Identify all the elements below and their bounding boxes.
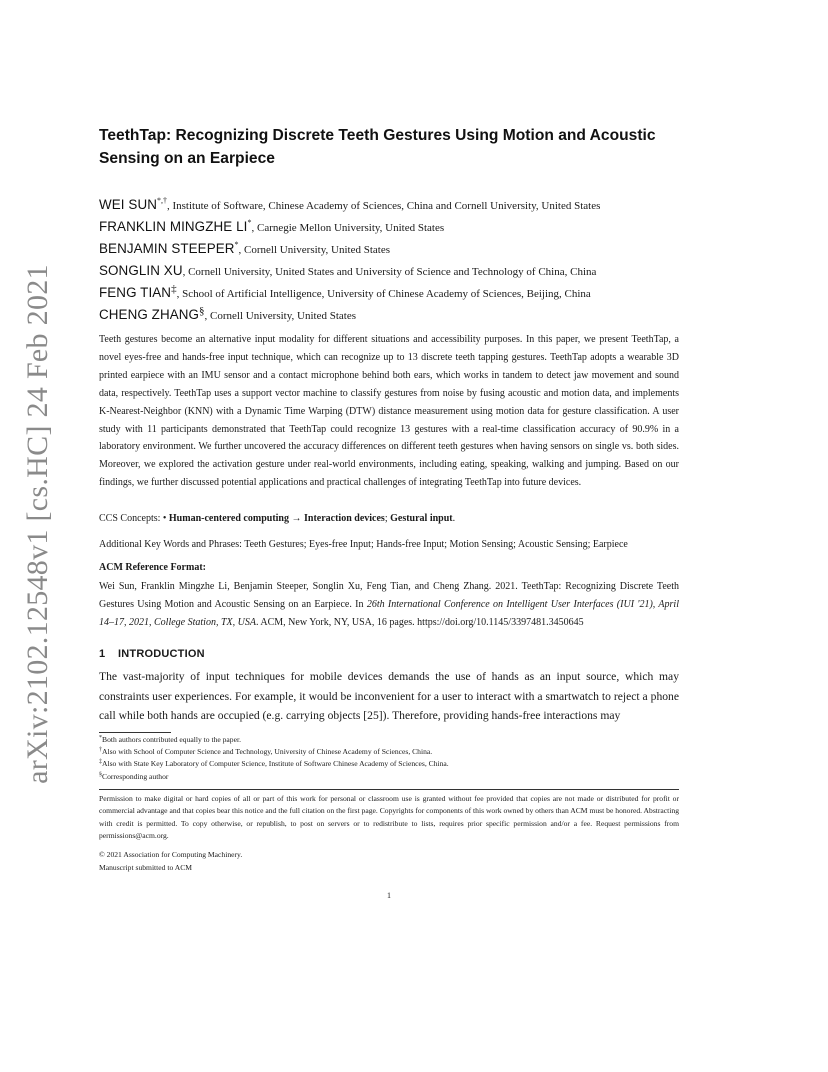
ccs-arrow: → (291, 513, 302, 524)
author-affiliation: , Institute of Software, Chinese Academy of Sciences, China and Cornell University, United States (166, 200, 601, 212)
ccs-concepts (99, 512, 679, 526)
footnote-mark: * (99, 735, 102, 741)
author-affiliation: , Cornell University, United States (238, 244, 390, 256)
footnote-rule (99, 732, 171, 733)
footnote-mark: † (99, 747, 102, 754)
page-number: 1 (387, 891, 391, 900)
author-line (99, 216, 679, 238)
author-line (99, 304, 679, 326)
author-mark: * (247, 218, 252, 227)
footnote (99, 734, 679, 746)
ccs-concept: Human-centered computing (168, 513, 289, 524)
reference-part1: Wei Sun, Franklin Mingzhe Li, Benjamin Steeper, Songlin Xu, Feng Tian, and Cheng Zhang. 2021. TeethTap: Recognizing Discrete Teeth Gestures Using Motion and Acoustic Sensing on an Earpiece. In (99, 581, 679, 610)
author-line (99, 194, 679, 216)
abstract (99, 331, 679, 492)
footnote-text: Also with School of Computer Science and Technology, University of Chinese Academy of Sciences, China. (102, 747, 433, 757)
section-number: 1 (99, 648, 106, 660)
author-list (99, 194, 679, 326)
author-affiliation: , Cornell University, United States (204, 310, 356, 322)
footnote (99, 758, 679, 770)
arxiv-stamp: arXiv:2102.12548v1 [cs.HC] 24 Feb 2021 (21, 264, 54, 784)
author-name: CHENG ZHANG (99, 307, 200, 322)
author-name: FRANKLIN MINGZHE LI (99, 219, 248, 234)
author-affiliation: , Cornell University, United States and University of Science and Technology of China, China (182, 266, 597, 278)
author-mark: § (199, 305, 205, 317)
author-affiliation: , School of Artificial Intelligence, University of Chinese Academy of Sciences, Beijing, China (176, 288, 591, 300)
section-heading (99, 646, 205, 662)
author-name: WEI SUN (99, 197, 157, 212)
footnote-text: Both authors contributed equally to the paper. (102, 735, 241, 744)
footnote (99, 746, 679, 758)
author-mark: * (234, 240, 239, 249)
section-title: INTRODUCTION (118, 648, 205, 660)
author-name: BENJAMIN STEEPER (99, 241, 235, 256)
manuscript-line: Manuscript submitted to ACM (99, 863, 193, 872)
abstract-text: Teeth gestures become an alternative input modality for different situations and accessibility purposes. In this paper, we present TeethTap, a novel eyes-free and hands-free input technique, which can recognize up to 13 discrete teeth tapping gestures. TeethTap adopts a wearable 3D printed earpiece with an IMU sensor and a contact microphone behind both ears, which works in tandem to detect jaw movement and sound data, respectively. TeethTap uses a support vector machine to classify gestures from noise by fusing acoustic and motion data, and implements K-Nearest-Neighbor (KNN) with a Dynamic Time Warping (DTW) distance measurement using motion data for gesture classification. A user study with 11 participants demonstrated that TeethTap could recognize 13 gestures with a real-time classification accuracy of 90.9% in a laboratory environment. We further uncovered the accuracy differences on different teeth gestures when having sensors on single vs. both sides. Moreover, we explored the activation gesture under real-world environments, including eating, speaking, walking and jumping. Based on our findings, we further discussed potential applications and practical challenges of integrating TeethTap into future devices. (99, 334, 679, 489)
footnotes (99, 734, 679, 783)
reference-venue: 26th International Conference on Intelligent User Interfaces (IUI '21), April 14–17, 2021, College Station, TX, USA (99, 598, 679, 628)
author-name: FENG TIAN (99, 285, 172, 300)
author-name: SONGLIN XU (99, 263, 183, 278)
author-mark: *,† (156, 196, 167, 205)
reference-heading: ACM Reference Format: (99, 562, 206, 573)
reference-part2: . ACM, New York, NY, USA, 16 pages. https://doi.org/10.1145/3397481.3450645 (255, 616, 584, 628)
ccs-sep: ; (384, 513, 388, 524)
footnote (99, 771, 679, 783)
author-line (99, 238, 679, 260)
author-line (99, 260, 679, 282)
permission-rule (99, 789, 679, 790)
intro-paragraph: The vast-majority of input techniques for mobile devices demands the use of hands as an input source, which may constraints user experiences. For example, it would be inconvenient for a user to interact with a smartwatch to reject a phone call while both hands are occupied (e.g. carrying objects [25]). Therefore, providing hands-free interactions may (99, 670, 679, 723)
paper-title: TeethTap: Recognizing Discrete Teeth Gestures Using Motion and Acoustic Sensing on an Earpiece (99, 127, 656, 167)
footnote-mark: ‡ (99, 759, 102, 766)
footnote-text: Corresponding author (102, 771, 169, 781)
ccs-label: CCS Concepts: • (99, 513, 167, 524)
author-line (99, 282, 679, 304)
author-mark: ‡ (171, 283, 177, 295)
author-affiliation: , Carnegie Mellon University, United States (251, 222, 445, 234)
ccs-sub1: Interaction devices (304, 513, 385, 524)
ccs-end: . (452, 513, 456, 524)
footnote-mark: § (99, 771, 102, 778)
ccs-sub2: Gestural input (390, 513, 453, 524)
permission-notice: Permission to make digital or hard copies of all or part of this work for personal or classroom use is granted without fee provided that copies are not made or distributed for profit or commercial advantage and that copies bear this notice and the full citation on the first page. Copyrights for components of this work owned by others than ACM must be honored. Abstracting with credit is permitted. To copy otherwise, or republish, to post on servers or to redistribute to lists, requires prior specific permission and/or a fee. Request permissions from permissions@acm.org. (99, 794, 679, 840)
reference-body (99, 578, 679, 632)
keywords: Additional Key Words and Phrases: Teeth Gestures; Eyes-free Input; Hands-free Input; Motion Sensing; Acoustic Sensing; Earpiece (99, 539, 628, 550)
copyright-line: © 2021 Association for Computing Machinery. (99, 850, 243, 859)
footnote-text: Also with State Key Laboratory of Computer Science, Institute of Software Chinese Academy of Sciences, China. (102, 759, 449, 769)
